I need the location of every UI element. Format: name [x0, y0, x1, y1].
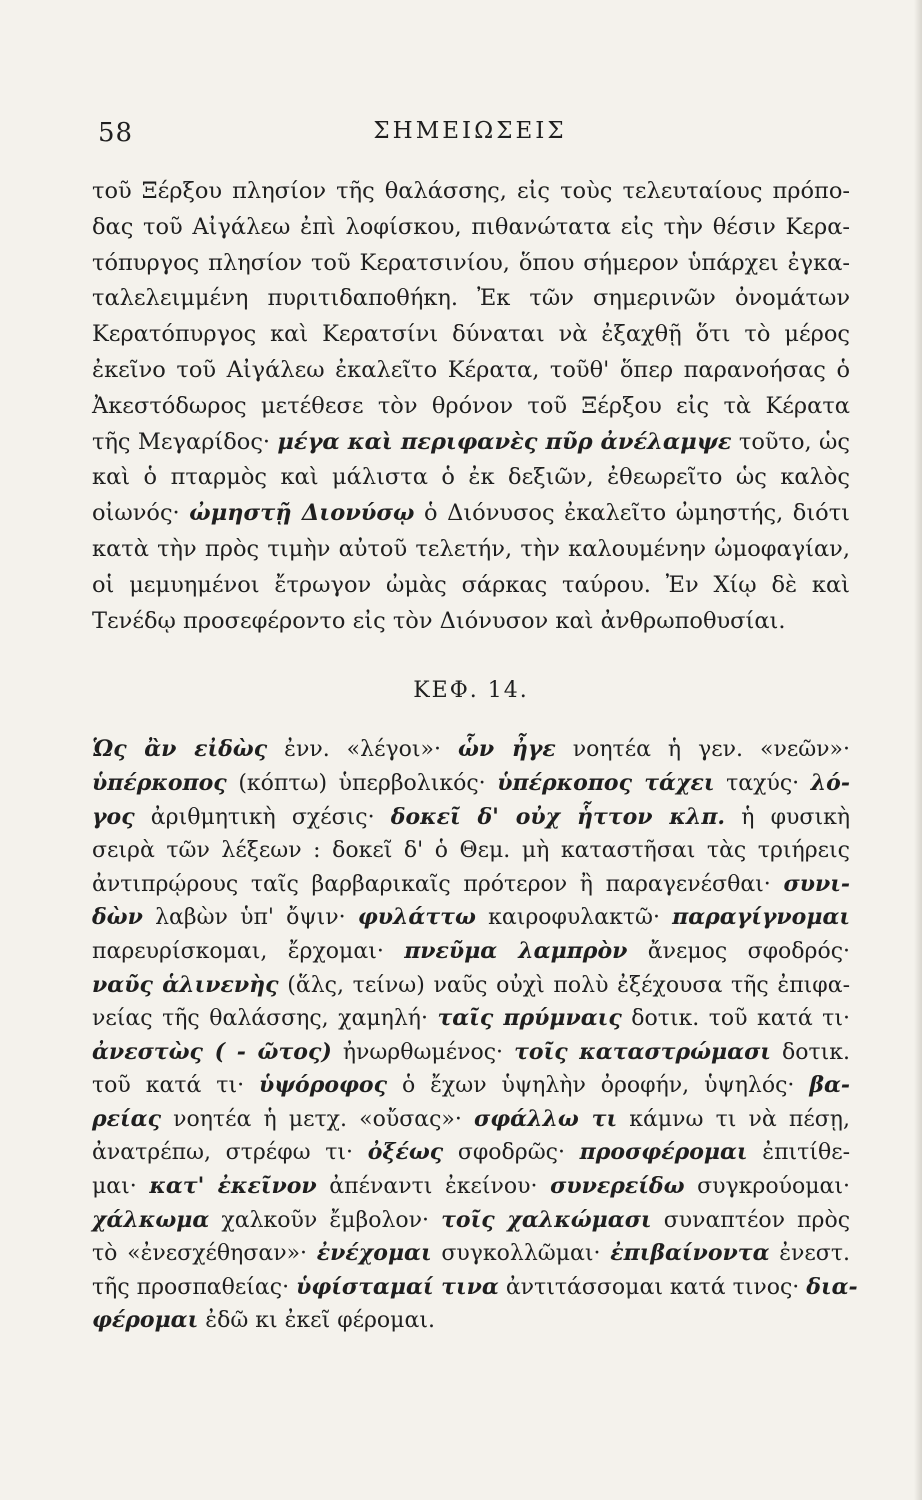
lemma-term: τοῖς καταστρώμασι: [514, 1038, 771, 1065]
lemma-term: ὑπέρκοπος τάχει: [497, 769, 715, 796]
lemma-term: κατ' ἐκεῖνον: [149, 1173, 317, 1200]
lemma-term: βα-: [809, 1072, 851, 1099]
lemma-term: ἀνεστὼς ( - ῶτος): [92, 1038, 332, 1065]
page-edge: [914, 0, 922, 1500]
text-line: [92, 868, 850, 902]
text-run: μαι·: [92, 1174, 137, 1200]
text-run: ἀπέναντι ἐκείνου·: [329, 1174, 538, 1200]
text-run: νοητέα ἡ γεν. «νεῶν»·: [572, 737, 851, 763]
text-run: συγκρούομαι·: [697, 1174, 850, 1200]
lemma-term: ἐπιβαίνοντα: [610, 1240, 770, 1267]
text-line: [92, 1069, 850, 1103]
text-line: [92, 353, 850, 389]
commentary-text: [92, 174, 850, 639]
text-line: [92, 901, 850, 935]
text-line: [92, 1170, 850, 1204]
lemma-term: χάλκωμα: [92, 1206, 210, 1233]
lemma-term: φέρομαι: [92, 1307, 199, 1334]
text-run: ἐδῶ κι ἐκεῖ φέρομαι.: [205, 1308, 435, 1334]
text-line: [92, 834, 850, 868]
lemma-term: προσφέρομαι: [579, 1139, 748, 1166]
page-body: [92, 174, 858, 1338]
text-run: ταλελειμμένη πυριτιδαποθήκη. Ἐκ τῶν σημερινῶν ὀνομάτων: [92, 285, 850, 312]
lemma-term: τοῖς χαλκώμασι: [441, 1206, 652, 1233]
text-line: [92, 969, 850, 1003]
lemma-term: δια-: [806, 1273, 858, 1300]
text-run: συναπτέον πρὸς: [663, 1207, 851, 1233]
text-line: [92, 425, 850, 461]
lemma-term: ναῦς ἁλινενὴς: [92, 971, 279, 998]
lemma-term: ρείας: [92, 1105, 161, 1132]
text-run: σειρὰ τῶν λέξεων : δοκεῖ δ' ὁ Θεμ. μὴ καταστῆσαι τὰς τριήρεις: [92, 838, 850, 864]
glossary-notes: [92, 733, 858, 1338]
text-run: ὁ ἔχων ὑψηλὴν ὀροφήν, ὑψηλός·: [401, 1073, 795, 1099]
lemma-term: Ὡς ἂν εἰδὼς: [92, 736, 268, 763]
text-line: [92, 767, 850, 801]
lemma-term: ἐνέχομαι: [316, 1240, 432, 1267]
text-run: κατὰ τὴν πρὸς τιμὴν αὐτοῦ τελετήν, τὴν καλουμένην ὠμοφαγίαν,: [92, 535, 850, 562]
text-run: οἱ μεμυημένοι ἔτρωγον ὠμὰς σάρκας ταύρου. Ἐν Χίῳ δὲ καὶ: [92, 571, 850, 598]
text-line: [92, 604, 850, 640]
lemma-term: σφάλλω τι: [474, 1105, 618, 1132]
text-run: καιροφυλακτῶ·: [488, 905, 660, 931]
text-run: οἰωνός·: [92, 500, 180, 527]
page-number: 58: [98, 118, 134, 148]
text-line: [92, 1002, 850, 1036]
text-line: [92, 1136, 850, 1170]
text-line: [92, 460, 850, 496]
text-run: νείας τῆς θαλάσσης, χαμηλή·: [92, 1006, 428, 1032]
text-line: [92, 1204, 850, 1238]
text-line: [92, 317, 850, 353]
text-line: [92, 568, 850, 604]
text-run: ἀντιτάσσομαι κατά τινος·: [505, 1274, 800, 1300]
lemma-term: δὼν: [92, 904, 143, 931]
text-line: [92, 174, 850, 210]
text-line: [92, 281, 850, 317]
text-line: [92, 210, 850, 246]
text-line: [92, 935, 850, 969]
text-line: [92, 1237, 850, 1271]
running-title: ΣΗΜΕΙΩΣΕΙΣ: [373, 118, 567, 144]
lemma-term: συνι-: [783, 870, 850, 897]
text-line: [92, 1036, 850, 1070]
text-run: Τενέδῳ προσεφέροντο εἰς τὸν Διόνυσον καὶ ἀνθρωποθυσίαι.: [92, 607, 786, 634]
text-run: δοτικ. τοῦ κατά τι·: [631, 1006, 850, 1032]
text-line: [92, 733, 850, 767]
text-run: ἀνατρέπω, στρέφω τι·: [92, 1140, 354, 1166]
text-run: ἐνν. «λέγοι»·: [284, 737, 441, 763]
text-run: τῆς Μεγαρίδος·: [92, 428, 271, 455]
text-run: σφοδρῶς·: [457, 1140, 565, 1166]
text-run: ἀριθμητικὴ σχέσις·: [150, 804, 375, 830]
text-run: (ἅλς, τείνω) ναῦς οὐχὶ πολὺ ἐξέχουσα τῆς ἐπιφα-: [287, 972, 850, 998]
text-line: [92, 1271, 858, 1305]
text-run: ἐπιτίθε-: [762, 1140, 851, 1166]
lemma-term: φυλάττω: [357, 904, 476, 931]
lemma-term: ὀξέως: [367, 1139, 444, 1166]
lemma-term: παραγίγνομαι: [672, 904, 851, 931]
text-line: [92, 1304, 850, 1338]
page-header: [90, 118, 850, 158]
lemma-term: ὑφίσταμαί τινα: [296, 1273, 499, 1300]
text-run: ἐκεῖνο τοῦ Αἰγάλεω ἐκαλεῖτο Κέρατα, τοῦθ' ὅπερ παρανοήσας ὁ: [92, 356, 850, 383]
text-line: [92, 389, 850, 425]
text-run: νοητέα ἡ μετχ. «οὔσας»·: [173, 1106, 462, 1132]
text-line: [92, 1103, 850, 1137]
text-run: παρευρίσκομαι, ἔρχομαι·: [92, 938, 384, 964]
lemma-term: λό-: [810, 769, 850, 796]
text-line: [92, 246, 850, 282]
text-run: τόπυργος πλησίον τοῦ Κερατσινίου, ὅπου σήμερον ὑπάρχει ἐγκα-: [92, 249, 850, 276]
text-run: ἐνεστ.: [779, 1241, 850, 1267]
lemma-term: δοκεῖ δ' οὐχ ἧττον κλπ.: [390, 803, 726, 830]
text-line: [92, 532, 850, 568]
text-run: ἠνωρθωμένος·: [342, 1039, 504, 1065]
text-run: ἄνεμος σφοδρός·: [647, 938, 851, 964]
text-line: [92, 801, 850, 835]
text-run: ἀντιπρῴρους ταῖς βαρβαρικαῖς πρότερον ἢ παραγενέσθαι·: [92, 871, 771, 897]
text-run: ὁ Διόνυσος ἐκαλεῖτο ὠμηστής, διότι: [424, 500, 850, 527]
lemma-term: πνεῦμα λαμπρὸν: [404, 937, 628, 964]
text-run: ἡ φυσικὴ: [741, 804, 851, 830]
text-run: δοτικ.: [781, 1039, 851, 1065]
chapter-heading: ΚΕΦ. 14.: [413, 678, 529, 704]
lemma-term: γος: [92, 803, 135, 830]
lemma-term: ὧν ἦγε: [457, 736, 556, 763]
text-run: τῆς προσπαθείας·: [92, 1274, 290, 1300]
lemma-term: ὑψόροφος: [259, 1072, 387, 1099]
text-run: Κερατόπυργος καὶ Κερατσίνι δύναται νὰ ἐξαχθῇ ὅτι τὸ μέρος: [92, 321, 850, 348]
lemma-term: ταῖς πρύμναις: [437, 1005, 622, 1032]
text-line: [92, 496, 850, 532]
text-run: κάμνω τι νὰ πέσῃ,: [629, 1106, 850, 1132]
text-run: Ἀκεστόδωρος μετέθεσε τὸν θρόνον τοῦ Ξέρξου εἰς τὰ Κέρατα: [92, 392, 850, 419]
text-run: (κόπτω) ὑπερβολικός·: [238, 770, 486, 796]
text-run: τοῦ κατά τι·: [92, 1073, 245, 1099]
text-run: χαλκοῦν ἔμβολον·: [221, 1207, 430, 1233]
text-run: δας τοῦ Αἰγάλεω ἐπὶ λοφίσκου, πιθανώτατα εἰς τὴν θέσιν Κερα-: [92, 213, 850, 240]
text-run: λαβὼν ὑπ' ὄψιν·: [155, 905, 346, 931]
text-run: τοῦτο, ὡς: [738, 428, 850, 455]
text-run: τὸ «ἐνεσχέθησαν»·: [92, 1241, 308, 1267]
text-run: τοῦ Ξέρξου πλησίον τῆς θαλάσσης, εἰς τοὺς τελευταίους πρόπο-: [92, 178, 850, 204]
lemma-term: συνερείδω: [550, 1173, 685, 1200]
text-run: συγκολλῶμαι·: [441, 1241, 601, 1267]
lemma-term: ὠμηστῇ Διονύσῳ: [189, 500, 415, 527]
text-run: καὶ ὁ πταρμὸς καὶ μάλιστα ὁ ἐκ δεξιῶν, ἐθεωρεῖτο ὡς καλὸς: [92, 464, 850, 491]
text-run: ταχύς·: [726, 770, 800, 796]
lemma-term: μέγα καὶ περιφανὲς πῦρ ἀνέλαμψε: [277, 428, 732, 455]
lemma-term: ὑπέρκοπος: [92, 769, 227, 796]
